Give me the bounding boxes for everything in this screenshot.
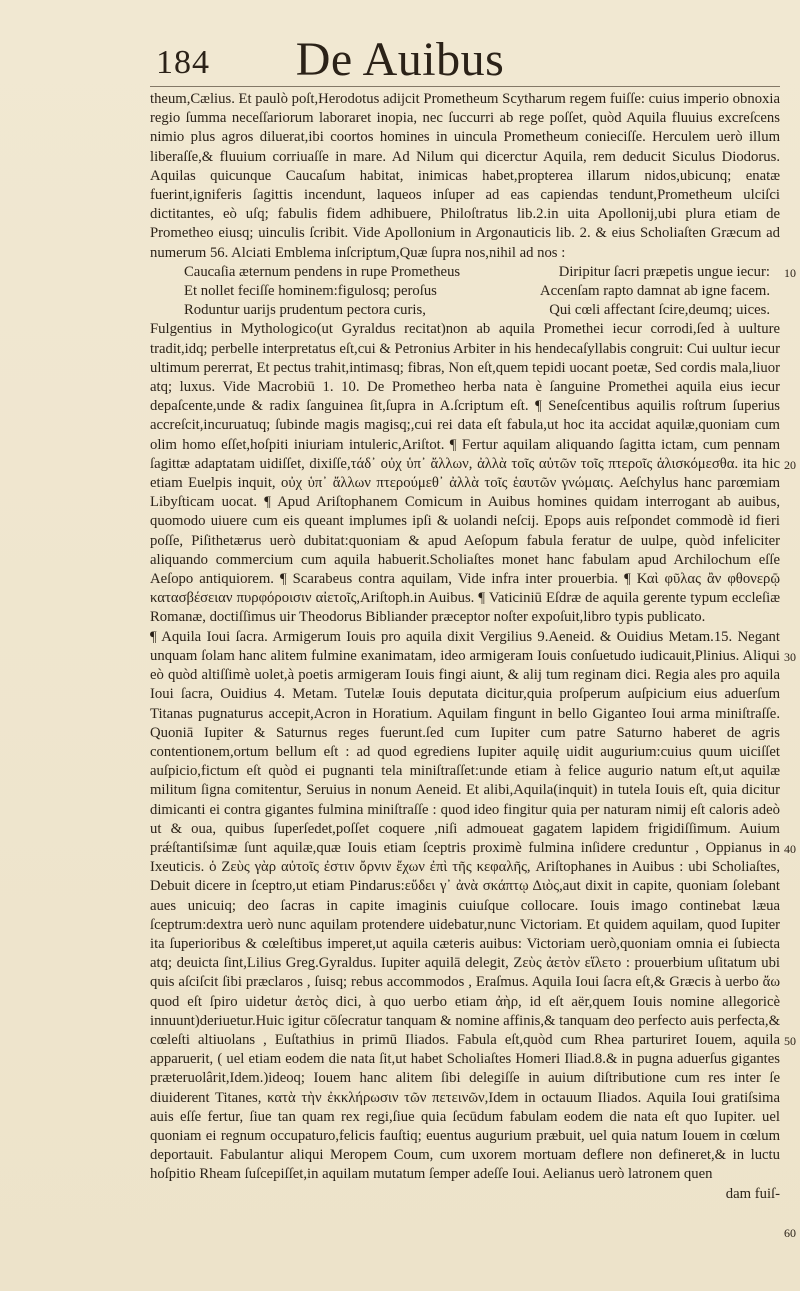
verse-line	[150, 282, 780, 301]
header-rule	[150, 86, 780, 87]
verse-left: Et nollet feciſſe hominem:figulosq; peroſus	[184, 283, 437, 300]
margin-line-number: 40	[784, 842, 796, 856]
margin-line-number: 60	[784, 1226, 796, 1240]
running-head: De Auibus	[295, 33, 505, 86]
verse-right: Diripitur ſacri præpetis ungue iecur:	[558, 263, 770, 280]
verse-line	[150, 263, 780, 282]
verse-right: Accenſam rapto damnat ab igne facem.	[540, 283, 770, 300]
margin-line-number: 50	[784, 1034, 796, 1048]
paragraph-fulgentius: Fulgentius in Mythologico(ut Gyraldus recitat)non ab aquila Promethei iecur corrodi,ſed à uulture tradit,idq; perbelle interpretatus eſt,cui & Petronius Arbiter in his hendecaſyllabis congruit: Cui uultur iecur ultimum pererrat, Et pectus trahit,intimasq; fibras, Non eſt,quem tepidi uocant poetæ, Sed cordis mala,liuor atq; luxus. Vide Macrobiū 1. 10. De Prometheo herba nata è ſanguine Promethei aquila eius iecur depaſcente,unde & radix ſanguinea ſit,ſupra in A.ſcriptum eſt. ¶ Seneſcentibus aquilis roſtrum ſuperius accreſcit,incuruatuq; ſubinde magis magisq;,cui rei data eſt fabula,ut hoc ita accidat aquilæ,quoniam cum olim homo eſſet,hoſpiti iniuriam intuleric,Ariſtot. ¶ Fertur aquilam aliquando ſagitta ictam, cum pennam ſagittæ adaptatam uidiſſet, dixiſſe,τάδ᾽ οὐχ ὑπ᾽ ἄλλων, ἀλλὰ τοῖς αὐτῶν τοῖς πτεροῖς ἁλισκόμεσθα. ita hic etiam Euelpis inquit, οὐχ ὑπ᾽ ἄλλων πτερούμεθ᾽ ἀλλὰ τοῖς ἑαυτῶν γνώμαις. Aeſchylus hanc parœmiam Libyſticam uocat. ¶ Apud Ariſtophanem Comicum in Auibus homines quidam interrogant ab auibus, quomodo uiuere cum eis queant implumes ipſi & uolandi neſcij. Epops auis reſpondet commodè id fieri poſſe, Piſithetærus uerò dubitat:quoniam & apud Aeſopum fabula feratur de uulpe, quòd infeliciter aliquando commercium cum aquila habuerit.Scholiaſtes monet hanc fabulam apud Archilochum eſſe Aeſopo antiquiorem. ¶ Scarabeus contra aquilam, Vide infra inter prouerbia. ¶ Καὶ φῦλας ἂν φθονερῷ κατασβέσειαν πυρφόροισιν αἰετοῖς,Ariſtoph.in Auibus. ¶ Vaticiniū Eſdræ de aquila gerente typum eccleſiæ Romanæ, doctiſſimus uir Theodorus Bibliander præceptor noſter expoſuit,libro typis publicato.	[150, 321, 780, 626]
verse-line	[150, 301, 780, 320]
margin-line-number: 20	[784, 458, 796, 472]
main-text	[150, 90, 780, 1204]
margin-line-number: 30	[784, 650, 796, 664]
catchword: dam fuiſ-	[725, 1185, 780, 1202]
verse-left: Caucaſia æternum pendens in rupe Prometheus	[184, 263, 461, 280]
margin-line-number: 10	[784, 266, 796, 280]
paragraph-prometheus: theum,Cælius. Et paulò poſt,Herodotus adijcit Prometheum Scytharum regem fuiſſe: cuius imperio obnoxia regio ſumma neceſſariorum laboraret inopia, nec ſuccurri ab rege poſſet, quòd Aquila fluuius excreſcens nimio plus agros diluerat,ibi coortos homines in uincula Prometheum conieciſſe. Herculem uerò illum liberaſſe,& fluuium corriuaſſe in mare. Ad Nilum qui dicerctur Aquila, rem deducit Siculus Diodorus. Aquilas quicunque Caucaſum habitat, inimicas habet,propterea illarum nidos,ubicunq; enatæ fuerint,igniferis ſagittis incendunt, laqueos inſuper ad eas capiendas tendunt,Prometheum ulciſci dictitantes, eò uſq; fabulis fidem adhibuere, Philoſtratus lib.2.in uita Apollonij,ubi plura etiam de Prometheo eiusq; uinculis ſcribit. Vide Apollonium in Argonauticis lib. 2. & eius Scholiaſten Græcum ad numerum 56. Alciati Emblema inſcriptum,Quæ ſupra nos,nihil ad nos :	[150, 91, 780, 261]
verse-left: Roduntur uarijs prudentum pectora curis,	[184, 302, 426, 319]
page-header	[0, 0, 800, 92]
page-number: 184	[156, 44, 210, 81]
paragraph-aquila-iovi-sacra: ¶ Aquila Ioui ſacra. Armigerum Iouis pro aquila dixit Vergilius 9.Aeneid. & Ouidius Metam.15. Negant unquam ſolam hanc alitem fulmine exanimatam, ideo armigeram Iouis conſuetudo iudicauit,Plinius. Aliqui eò quòd altiſſimè uolet,à poetis armigeram Iouis fingi aiunt, & alij tum reginam dici. Regia ales pro aquila Ioui ſacra, Ouidius 4. Metam. Tutelæ Iouis deputata dicitur,quia proſperum auſpicium eius aduerſum Titanas pugnaturus accepit,Acron in Horatium. Aquilam fingunt in bello Giganteo Ioui arma miniſtraſſe. Quoniā Iupiter & Saturnus reges fuerunt.ſed cum Iupiter cum patre Saturno haberet de agris contentionem,ortum bellum eſt : ad quod egrediens Iupiter aquilę uidit augurium:cuius quum uiciſſet auſpicio,fictum eſt quòd ei pugnanti tela miniſtraſſet:unde etiam à felice augurio natum eſt,ut aquilæ militum ſigna comitentur, Seruius in nonum Aeneid. Et alibi,Aquila(inquit) in tutela Iouis eſt, quia dicitur dimicanti ei contra gigantes fulmina miniſtraſſe : quod ideo fingitur quia per naturam nimij eſt caloris adeò ut & oua, quibus ſuperſedet,poſſet coquere ,niſi admoueat gagatem lapidem frigidiſſimum. Auium prǽſtantiſsimæ ſunt aquilæ,quæ Iouis etiam ſceptris proximè fulmina inſidere creduntur , Oppianus in Ixeuticis. ὁ Ζεὺς γὰρ αὐτοῖς ἐστιν ὄρνιν ἔχων ἐπὶ τῆς κεφαλῆς, Ariſtophanes in Auibus : ubi Scholiaſtes, Debuit dicere in ſceptro,ut etiam Pindarus:εὕδει γ᾽ ἀνὰ σκάπτῳ Διὸς,aut dixit in capite, quoniam ſolebant aues unicuiq; deo ſacras in capite imaginis cuiuſque collocare. Iouis imago continebat læua ſceptrum:dextra uerò nunc aquilam protendere uidebatur,nunc Victoriam. Et quidem aquilam, quod Iupiter ita ſuperioribus & cœleſtibus imperet,ut aquila cæteris auibus: Victoriam uerò,quoniam omnia ei ſubiecta atq; deuicta ſint,Lilius Greg.Gyraldus. Iupiter aquilā delegit, Ζεὺς ἀετὸν εἵλετο : prouerbium uſitatum ubi quis aſciſcit ſibi præclaros , ſuisq; rebus accommodos , Eraſmus. Aquila Ioui ſacra eſt,& Græcis à uerbo ἄω quod eſt ſpiro uidetur ἀετὸς dici, à quo uerbo etiam ἀὴρ, id eſt aër,quem Iouis nomine allegoricè innuunt)deriuetur.Huic igitur cōſecratur tanquam & nomine affinis,& tanquam deo perfecto auis perfecta,& cœleſti altiuolans , Euſtathius in primū Iliados. Fabula eſt,quòd cum Rhea parturiret Iouem, aquila apparuerit, ( uel etiam eodem die nata ſit,ut habet Scholiaſtes Homeri Iliad.8.& in pugna aduerſus gigantes præteruolârit,Idem.)ideoq; Iouem hanc alitem ſibi delegiſſe in auium diſtributione cum res inter ſe diuiderent Titanes, κατὰ τὴν ἐκκλήρωσιν τῶν πετεινῶν,Idem in octauum Iliados. Aquila Ioui gratiſsima auis eſſe fertur, ſiue tan quam rex regi,ſiue quia ſecūdum fabulam eodem die nata eſt quo Iupiter. uel quoniam ei regnum occupaturo,felicis fauſtiq; euentus augurium præbuit, uel quia natum Iouem in cœlum deportauit. Fabulantur aliqui Meropem Coum, cum uxorem mortuam deflere non defineret,& in luctu hoſpitio Rheam ſuſcepiſſet,in aquilam mutatum ſemper adeſſe Ioui. Aelianus uerò latronem quen	[150, 628, 780, 1183]
verse-right: Qui cœli affectant ſcire,deumq; uices.	[549, 302, 770, 319]
